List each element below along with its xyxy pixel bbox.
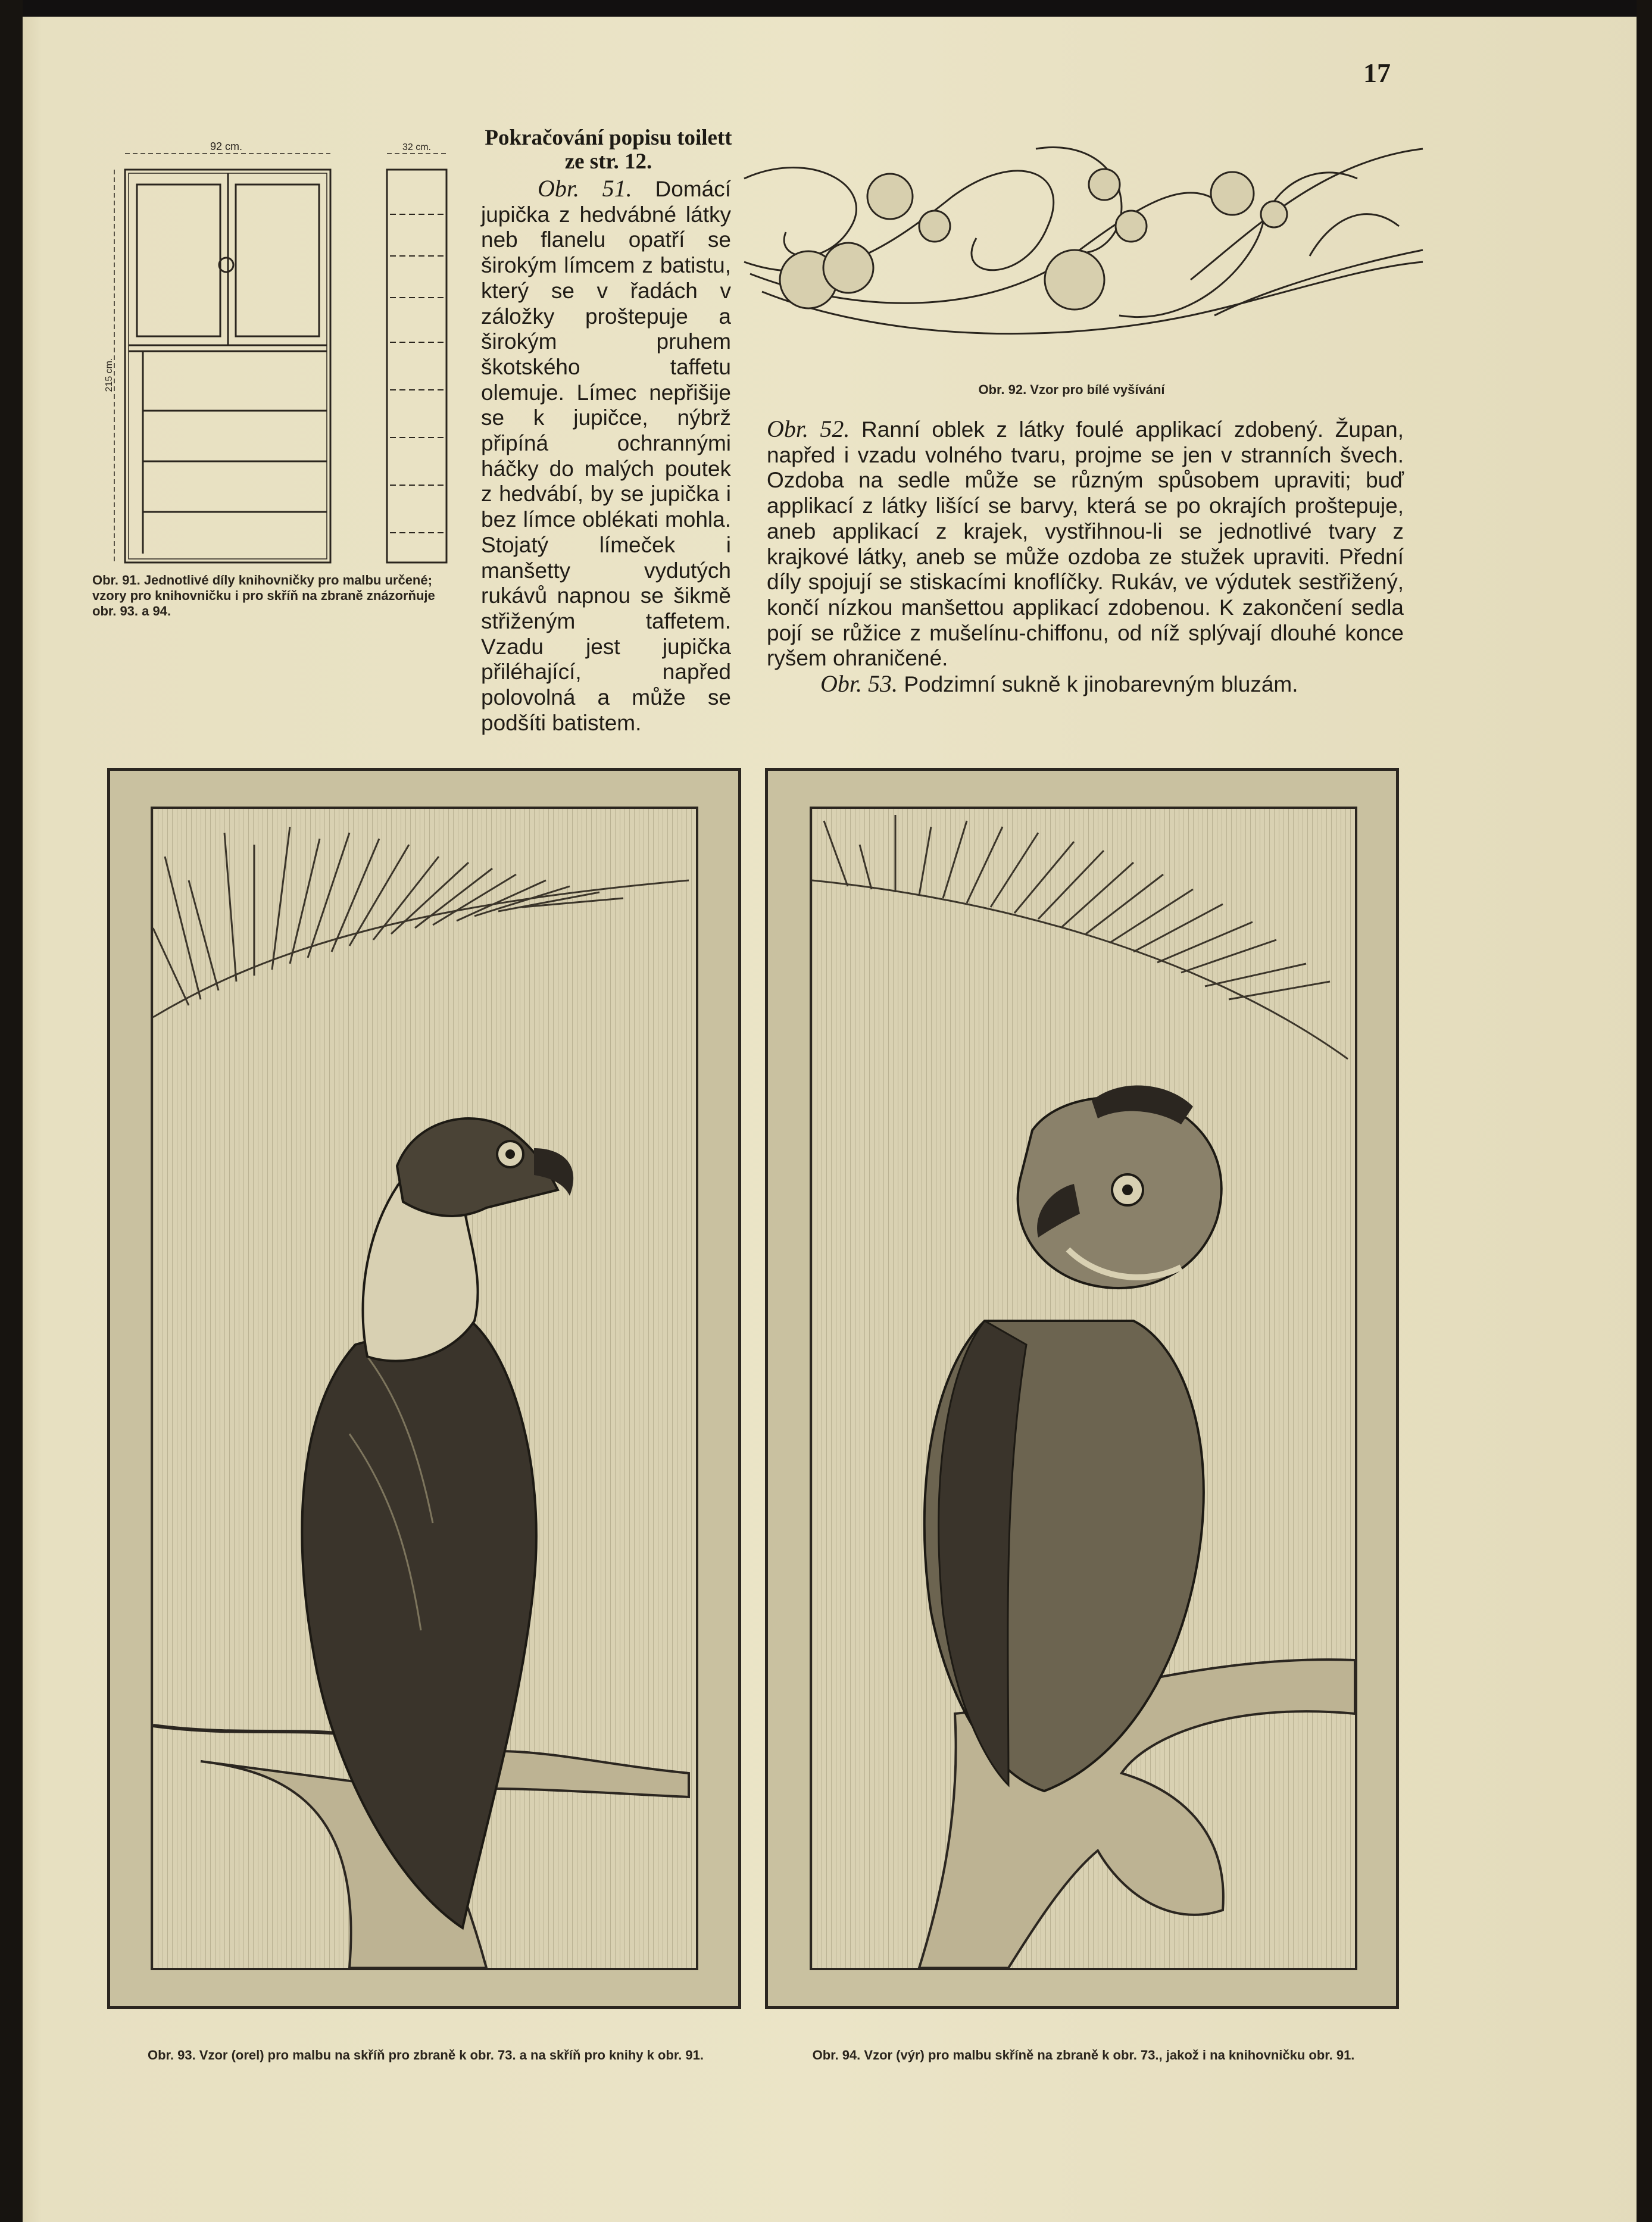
label-obr-51: Obr. 51. [538,175,632,202]
article-column-2 [767,417,1404,698]
paragraph-obr-51 [481,176,731,736]
dimension-width-label: 92 cm. [210,140,243,152]
figure-94-caption: Obr. 94. Vzor (výr) pro malbu skříně na zbraně k obr. 73., jakož i na knihovničku obr. 91. [812,2048,1355,2062]
scan-edge-right [1637,0,1652,2222]
dimension-height-label: 215 cm. [104,358,114,392]
scan-edge-left [0,0,23,2222]
text-obr-53: Podzimní sukně k jinobarevným bluzám. [904,672,1298,697]
figure-92-embroidery-pattern [738,137,1429,369]
figure-91-bookcase-drawing [104,137,458,571]
paragraph-obr-52-continued [767,417,1404,671]
scan-edge-top [0,0,1652,17]
figure-94-inner-frame [810,807,1357,1970]
figure-93-eagle-panel [107,768,741,2009]
page-number: 17 [1363,58,1391,88]
dimension-depth-label: 32 cm. [402,142,432,152]
bookcase-drawing [104,137,458,571]
eagle-illustration [153,809,696,1968]
text-obr-52: Ranní oblek z látky foulé applikací zdobený. Župan, napřed i vzadu volného tvaru, projme se jen v stranních švech. Ozdoba na sedle může se různým spůsobem upraviti; buď applikací z látky lišící se barvy, která se po okrajích proštepuje, aneb applikací z krajek, vystřihnou-li se jednotlivé tvary z krajkové látky, aneb se může ozdoba ze stužek upraviti. Přední díly spojují se stiskacími knoflíčky. Rukáv, ve výdutek sestřižený, končí nízkou manšettou applikací zdobenou. K zakončení sedla pojí se růžice z mušelínu-chiffonu, od níž splývají dlouhé konce ryšem ohraničené. [767,417,1404,671]
label-obr-53: Obr. 53. [820,670,898,698]
figure-93-inner-frame [151,807,698,1970]
figure-91-caption: Obr. 91. Jednotlivé díly knihovničky pro malbu určené; vzory pro knihovničku i pro skříň na zbraně znázorňuje obr. 93. a 94. [92,573,435,618]
figure-92-caption: Obr. 92. Vzor pro bílé vyšívání [978,382,1165,397]
label-obr-52: Obr. 52. [767,415,850,442]
figure-94-owl-panel [765,768,1399,2009]
figure-93-caption: Obr. 93. Vzor (orel) pro malbu na skříň pro zbraně k obr. 73. a na skříň pro knihy k obr. 91. [147,2048,704,2062]
owl-illustration [812,809,1355,1968]
embroidery-ornament [738,137,1429,369]
article-heading: Pokračování popisu toilett ze str. 12. [485,126,732,174]
paragraph-obr-53 [767,671,1404,698]
article-column-1 [481,176,731,736]
text-obr-51: Domácí jupička z hedvábné látky neb flanelu opatří se širokým límcem z batistu, který se v řadách v záložky proštepuje a širokým pruhem škotského taffetu olemuje. Límec nepřišije se k jupičce, nýbrž připíná ochrannými háčky do malých poutek z hedvábí, by se jupička i bez límce oblékati mohla. Stojatý límeček i manšetty vydutých rukávů napnou se šikmě střiženým taffetem. Vzadu jest jupička přiléhající, napřed polovolná a může se podšíti batistem. [481,177,731,735]
